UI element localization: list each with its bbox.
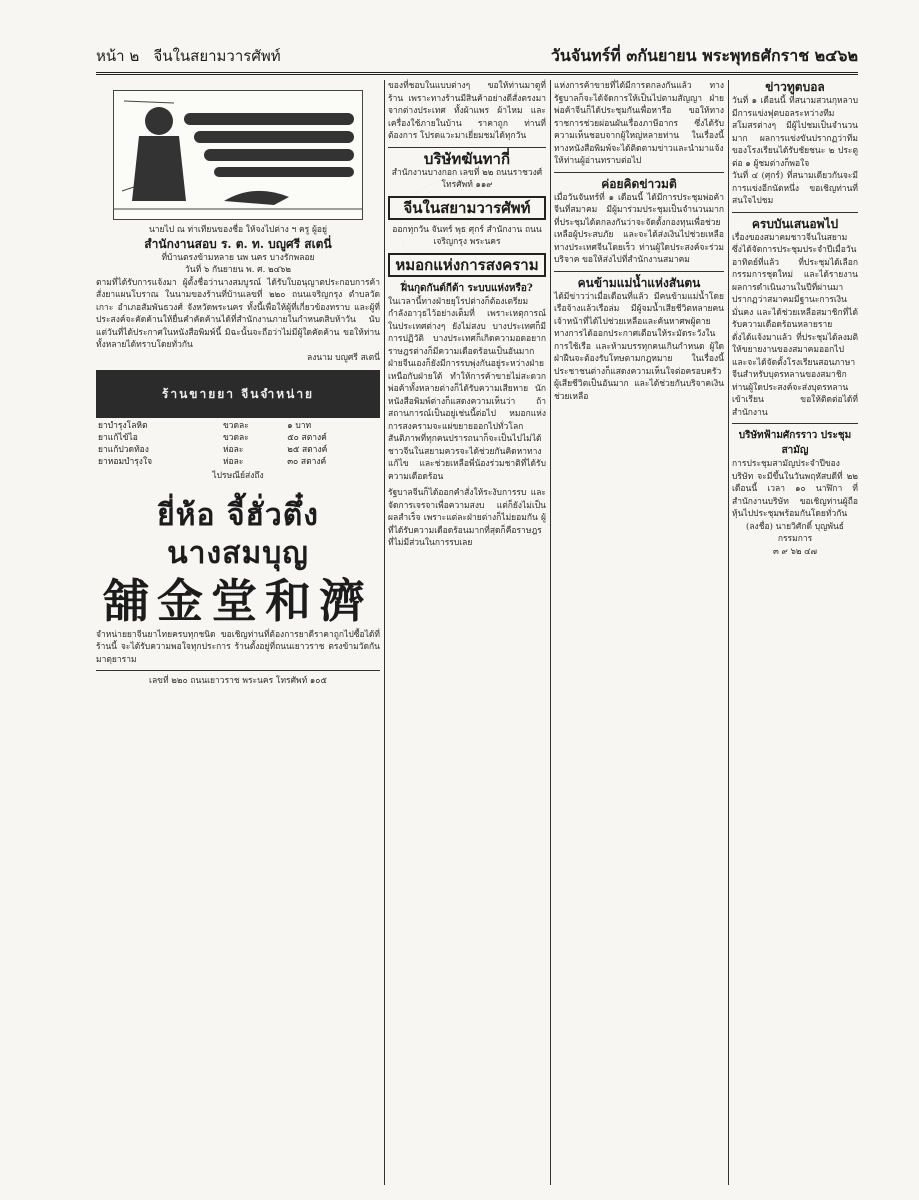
section-title: คนข้ามแม่น้ำแห่งสันตน xyxy=(577,275,701,290)
table-row: ยาแก้ปวดท้อง ห่อละ ๒๕ สตางค์ xyxy=(98,445,328,455)
notice-subtitle: ที่บ้านตรงข้ามหลาย นพ นคร บางรักพลอย xyxy=(161,252,315,263)
ad-chinese-name: 舖金堂和濟 xyxy=(103,573,373,628)
war-article-subtitle: ฝิ่นกุดกันต์กีต้า ระบบแห่งหรือ? xyxy=(401,282,533,294)
issue-date: วันจันทร์ที่ ๓กันยายน พระพุทธศักราช ๒๔๖๒ xyxy=(550,46,858,65)
ad-footer: เลขที่ ๒๒๐ ถนนเยาวราช พระนคร โทรศัพท์ ๑๐๕ xyxy=(149,676,327,686)
section-title: ครบบันเสนอพไป xyxy=(751,216,839,231)
scroll-figure-icon xyxy=(114,91,362,219)
company-title: บริษัทฆันทากี่ xyxy=(423,149,511,168)
section-body: ได้มีข่าวว่าเมื่อเดือนที่แล้ว มีคนข้ามแม่น้ำโดยเรือจ้างแล้วเรือล่ม มีผู้จมน้ำเสียชีวิตหลายคน เจ้าหน้าที่ได้ไปช่วยเหลือและค้นหาศพผู้ตาย ทางการได้ออกประกาศเตือนให้ระมัดระวังในการใช้เรือ และห้ามบรรทุกคนเกินกำหนด ผู้ใดฝ่าฝืนจะต้องรับโทษตามกฎหมาย ในเรื่องนี้ประชาชนต่างก็แสดงความเห็นใจต่อครอบครัวผู้เสียชีวิตเป็นอันมาก และได้ช่วยกันบริจาคเงินช่วยเหลือ xyxy=(554,291,724,402)
section-body: เรื่องของสมาคมชาวจีนในสยาม ซึ่งได้จัดการประชุมประจำปีเมื่อวันอาทิตย์ที่แล้ว ที่ประชุมได้เลือกกรรมการชุดใหม่ และได้รายงานผลการดำเนินงานในปีที่ผ่านมา ปรากฏว่าสมาคมมีฐานะการเงินมั่นคง และได้ช่วยเหลือสมาชิกที่ได้รับความเดือดร้อนหลายราย xyxy=(732,232,858,330)
column-3 xyxy=(554,80,724,403)
meeting-notice-signature: (ลงชื่อ) นายวิศักดิ์ บุญพันธ์ กรรมการ xyxy=(746,521,844,544)
shop-article-body: ของที่ชอบในแบบต่างๆ ขอให้ท่านมาดูที่ร้าน เพราะทางร้านมีสินค้าอย่างดีสั่งตรงมาจากต่างประเทศ ทั้งผ้าแพร ผ้าไหม และเครื่องใช้ภายในบ้าน ราคาถูก ท่านที่ต้องการ โปรดแวะมาเยี่ยมชมได้ทุกวัน xyxy=(388,81,546,141)
price-table xyxy=(96,420,380,468)
section-body-2: ดั่งได้แจ้งมาแล้ว ที่ประชุมได้ลงมติให้ขยายงานของสมาคมออกไป และจะได้จัดตั้งโรงเรียนสอนภาษาจีนสำหรับบุตรหลานของสมาชิก ท่านผู้ใดประสงค์จะส่งบุตรหลานเข้าเรียน ขอให้ติดต่อได้ที่สำนักงาน xyxy=(732,332,858,418)
company-phone: โทรศัพท์ ๑๑๙ xyxy=(441,180,493,190)
table-row: ยาหอมบำรุงใจ ห่อละ ๓๐ สตางค์ xyxy=(98,457,327,467)
table-row: ยาบำรุงโลหิต ขวดละ ๑ บาท xyxy=(98,421,312,431)
masthead xyxy=(96,40,858,75)
paper-box-title: จีนในสยามวารศัพท์ xyxy=(388,196,546,220)
faint-stamp-mark xyxy=(400,180,498,278)
column-4 xyxy=(732,80,858,558)
war-article-body: ในเวลานี้ทางฝ่ายยุโรปต่างก็ต้องเตรียมกำลังอาวุธไว้อย่างเต็มที่ เพราะเหตุการณ์ในประเทศต่างๆ ยังไม่สงบ บางประเทศก็มีการปฏิวัติ บางประเทศก็เกิดความอดอยาก ราษฎรต่างก็มีความเดือดร้อนเป็นอันมาก ฝ่ายจีนเองก็ยังมีการรบพุ่งกันอยู่ระหว่างฝ่ายเหนือกับฝ่ายใต้ ทำให้การค้าขายไม่สะดวก พ่อค้าทั้งหลายต่างก็ได้รับความเสียหาย นักหนังสือพิมพ์ต่างก็แสดงความเห็นว่า ถ้าสถานการณ์เป็นอยู่เช่นนี้ต่อไป หมอกแห่งการสงครามจะแผ่ขยายออกไปทั่วโลก สันติภาพที่ทุกคนปรารถนาก็จะเป็นไปไม่ได้ ชาวจีนในสยามควรจะได้ช่วยกันคิดหาทางแก้ไข และช่วยเหลือพี่น้องร่วมชาติที่ได้รับความเดือดร้อน xyxy=(388,296,546,482)
notice-signature: ลงนาม บญูศรี สเตนี่ xyxy=(307,352,380,363)
section-body: เมื่อวันจันทร์ที่ ๑ เดือนนี้ ได้มีการประชุมพ่อค้าจีนที่สมาคม มีผู้มาร่วมประชุมเป็นจำนวนมาก ที่ประชุมได้ตกลงกันว่าจะจัดตั้งกองทุนเพื่อช่วยเหลือผู้ประสบภัย และจะได้ส่งเงินไปช่วยเหลือทางประเทศจีนโดยเร็ว ท่านผู้ใดประสงค์จะร่วมบริจาค ขอให้ส่งไปที่สำนักงานสมาคม xyxy=(554,192,724,265)
news-body: วันที่ ๑ เดือนนี้ ที่สนามสวนกุหลาบมีการแข่งฟุตบอลระหว่างทีมสโมสรต่างๆ มีผู้ไปชมเป็นจำนวนมาก ผลการแข่งขันปรากฏว่าทีมของโรงเรียนได้รับชัยชนะ ๒ ประตูต่อ ๑ ผู้ชมต่างก็พอใจ xyxy=(732,96,858,169)
war-article-body-2: รัฐบาลจีนก็ได้ออกคำสั่งให้ระงับการรบ และจัดการเจรจาเพื่อความสงบ แต่ก็ยังไม่เป็นผลสำเร็จ เพราะแต่ละฝ่ายต่างก็ไม่ยอมกัน ผู้ที่ได้รับความเดือดร้อนมากที่สุดก็คือราษฎรที่ไม่มีส่วนในการรบเลย xyxy=(388,488,546,548)
war-article-title: หมอกแห่งการสงคราม xyxy=(388,253,546,277)
ad-brand-name: ยี่ห้อ จี้ฮั่วตึ๋ง xyxy=(157,497,319,533)
section-title: ค่อยคิดข่าวมติ xyxy=(601,176,677,191)
column-divider xyxy=(384,80,385,1185)
column-2 xyxy=(388,80,546,550)
news-title: ข่าวทูตบอล xyxy=(765,80,825,94)
paper-name: จีนในสยามวารศัพท์ xyxy=(153,47,281,65)
trade-article-body: แห่งการค้าขายที่ได้มีการตกลงกันแล้ว ทางรัฐบาลก็จะได้จัดการให้เป็นไปตามสัญญา ฝ่ายพ่อค้าจีนก็ได้ประชุมกันเพื่อหารือ ขอให้ทางราชการช่วยผ่อนผันเรื่องภาษีอากร ซึ่งได้รับความเห็นชอบจากผู้ใหญ่หลายท่าน ในเรื่องนี้ทางหนังสือพิมพ์จะได้ติดตามข่าวและนำมาแจ้งให้ท่านผู้อ่านทราบต่อไป xyxy=(554,81,724,166)
woodcut-illustration xyxy=(113,90,363,220)
company-address: สำนักงานบางกอก เลขที่ ๒๒ ถนนราชวงศ์ xyxy=(391,167,543,178)
notice-title: สำนักงานสอบ ร. ต. ท. บญูศรี สเตนี่ xyxy=(144,236,332,251)
notice-body: ตามที่ได้รับการแจ้งมา ผู้ตั้งชื่อว่านางสมบูรณ์ ได้รับใบอนุญาตประกอบการค้าสั่งยาแผนโบราณ ในนามของร้านที่บ้านเลขที่ ๒๒๐ ถนนเจริญกรุง ตำบลวัดเกาะ อำเภอสัมพันธวงศ์ จังหวัดพระนคร ทั้งนี้เพื่อให้ผู้ที่เกี่ยวข้องทราบ และผู้ที่ประสงค์จะคัดค้านให้ยื่นคำคัดค้านได้ที่สำนักงานภายในกำหนดสิบห้าวัน นับแต่วันที่ได้ประกาศในหนังสือพิมพ์นี้ มิฉะนั้นจะถือว่าไม่มีผู้ใดคัดค้าน ขอให้ท่านทั้งหลายได้ทราบโดยทั่วกัน xyxy=(96,277,380,350)
meeting-notice-title: บริษัทฟ้ามศักรราว ประชุมสามัญ xyxy=(738,430,852,456)
table-row: ยาแก้ไข้ไอ ขวดละ ๕๐ สตางค์ xyxy=(98,433,327,443)
ad-body: จำหน่ายยาจีนยาไทยครบทุกชนิด ขอเชิญท่านที่ต้องการยาดีราคาถูกไปซื้อได้ที่ร้านนี้ จะได้รับความพอใจทุกประการ ร้านตั้งอยู่ที่ถนนเยาวราช ตรงข้ามวัดกันมาตุยาราม xyxy=(96,629,380,665)
illustration-caption: นายไป ณ ท่าเทียนของชื่อ ให้จงไปต่าง ฯ ครู ผู้อยู่ xyxy=(148,225,328,235)
column-divider xyxy=(728,80,729,1185)
column-divider xyxy=(550,80,551,1185)
column-1 xyxy=(96,80,380,688)
page-label: หน้า ๒ xyxy=(96,47,140,65)
meeting-notice-body: การประชุมสามัญประจำปีของบริษัท จะมีขึ้นในวันพฤหัสบดีที่ ๒๒ เดือนนี้ เวลา ๑๐ นาฬิกา ที่สำนักงานบริษัท ขอเชิญท่านผู้ถือหุ้นไปประชุมพร้อมกันโดยทั่วกัน xyxy=(732,459,858,519)
notice-date: วันที่ ๖ กันยายน พ. ศ. ๒๔๖๒ xyxy=(184,265,292,275)
price-note: ไปรษณีย์ส่งถึง xyxy=(212,471,264,481)
shop-banner: ร้านขายยา จีนจำหน่าย xyxy=(96,370,380,418)
news-body-2: วันที่ ๔ (ศุกร์) ที่สนามเดียวกันจะมีการแข่งอีกนัดหนึ่ง ขอเชิญท่านที่สนใจไปชม xyxy=(732,171,858,206)
ad-owner-name: นางสมบุญ xyxy=(167,535,309,571)
meeting-notice-date: ๓ ๙ ๖๒ ๔๗ xyxy=(773,546,817,557)
paper-box-lines: ออกทุกวัน จันทร์ พุธ ศุกร์ สำนักงาน ถนนเจริญกรุง พระนคร xyxy=(392,224,542,247)
